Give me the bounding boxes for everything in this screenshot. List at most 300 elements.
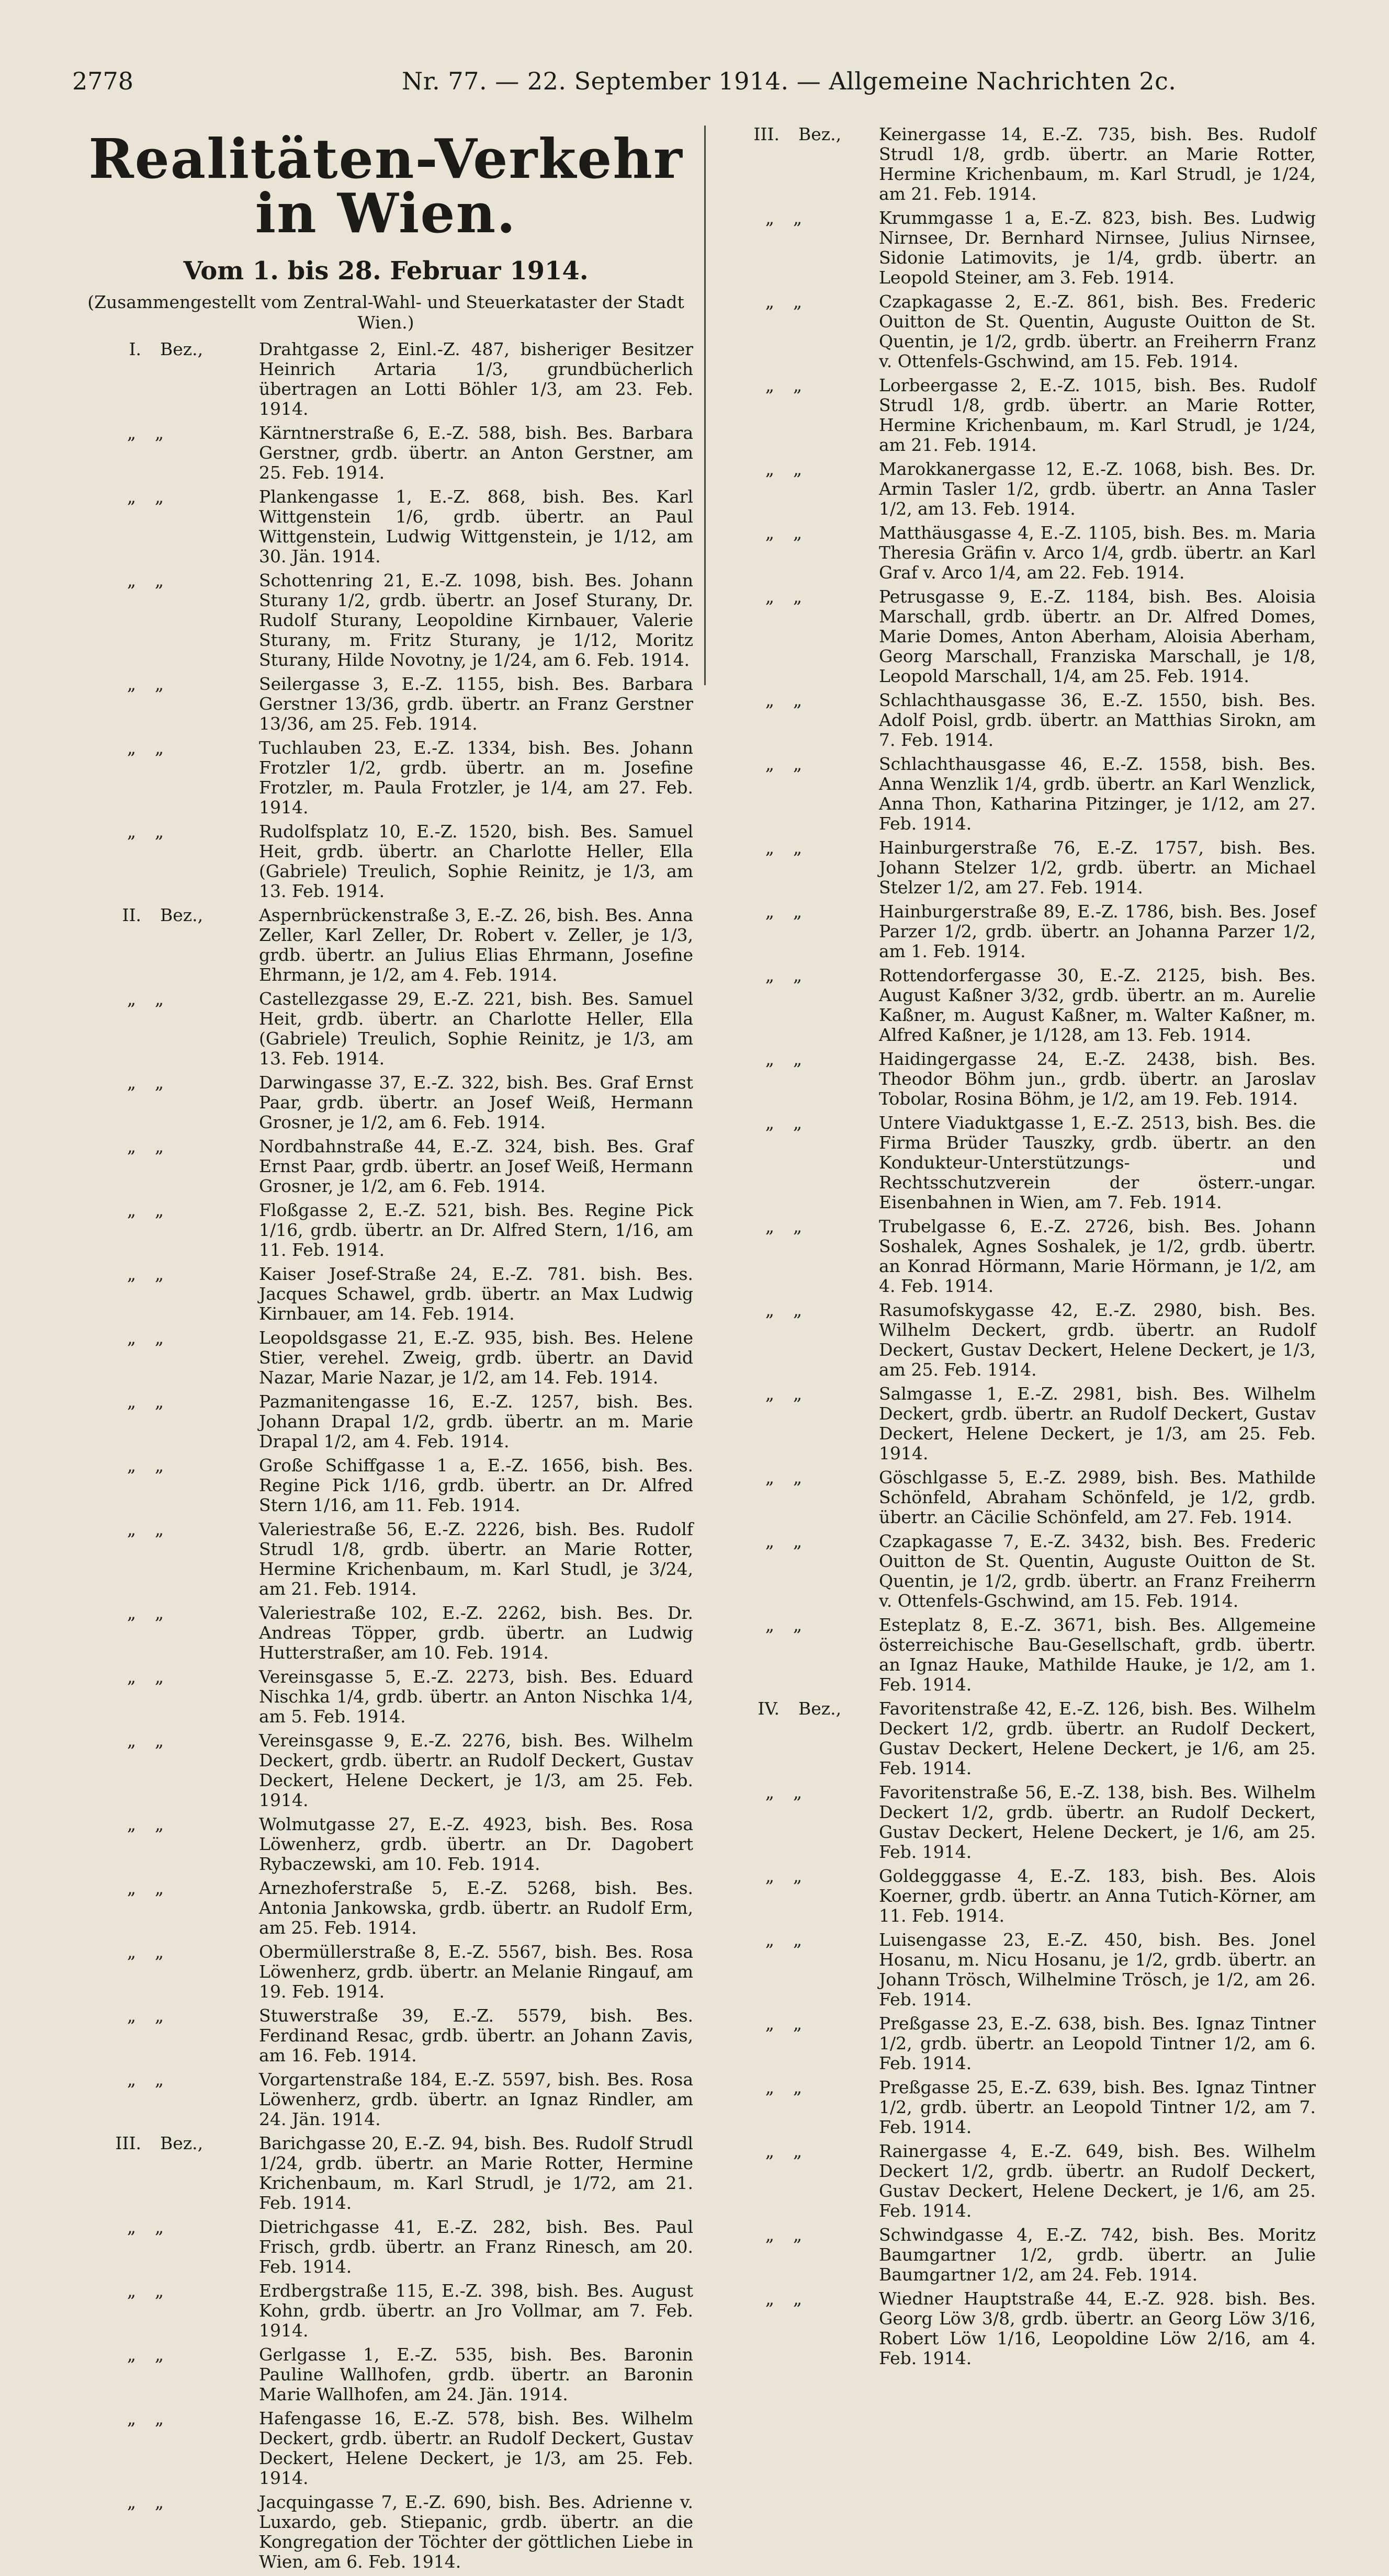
district-number: „: [127, 486, 136, 507]
entry-text: Pazmanitengasse 16, E.-Z. 1257, bish. Bes. Johann Drapal 1/2, grdb. übertr. an m. Marie Drapal 1/2, am 4. Feb. 1914.: [259, 1391, 693, 1451]
right-column: [717, 121, 1316, 2373]
list-item: [717, 1866, 1316, 1926]
entry-district-prefix: [717, 1615, 876, 1635]
entry-district-prefix: [78, 2492, 256, 2512]
compiled-note: (Zusammengestellt vom Zentral-Wahl- und Steuerkataster der Stadt Wien.): [87, 291, 684, 333]
list-item: [717, 1468, 1316, 1527]
entry-text: Favoritenstraße 42, E.-Z. 126, bish. Bes. Wilhelm Deckert 1/2, grdb. übertr. an Rudolf Deckert, Gustav Deckert, Helene Deckert, je 1/6, am 25. Feb. 1914.: [879, 1698, 1316, 1778]
district-label: „: [793, 586, 803, 607]
entry-district-prefix: [78, 738, 256, 758]
list-item: [78, 1731, 693, 1810]
district-label: „: [793, 965, 803, 985]
list-item: [78, 423, 693, 483]
entry-text: Schlachthausgasse 36, E.-Z. 1550, bish. Bes. Adolf Poisl, grdb. übertr. an Matthias Sirokn, am 7. Feb. 1914.: [879, 690, 1316, 750]
entry-text: Keinergasse 14, E.-Z. 735, bish. Bes. Rudolf Strudl 1/8, grdb. übertr. an Marie Rotter, Hermine Krichenbaum, m. Karl Strudl, je 1/24, am 21. Feb. 1914.: [879, 124, 1316, 204]
district-number: „: [765, 2288, 774, 2309]
list-item: [78, 2134, 693, 2213]
district-number: „: [127, 2408, 136, 2429]
entry-text: Große Schiffgasse 1 a, E.-Z. 1656, bish. Bes. Regine Pick 1/16, grdb. übertr. an Dr. Alfred Stern 1/16, am 11. Feb. 1914.: [259, 1455, 693, 1515]
list-item: [717, 2014, 1316, 2073]
list-item: [717, 587, 1316, 686]
entry-district-prefix: [717, 124, 876, 144]
district-number: „: [127, 1263, 136, 1284]
entry-text: Stuwerstraße 39, E.-Z. 5579, bish. Bes. Ferdinand Resac, grdb. übertr. an Johann Zavis, am 16. Feb. 1914.: [259, 2005, 693, 2066]
entry-district-prefix: [717, 1866, 876, 1886]
entry-district-prefix: [717, 2014, 876, 2034]
district-number: „: [127, 1877, 136, 1898]
district-label: „: [793, 1467, 803, 1488]
list-item: [78, 2281, 693, 2341]
district-number: „: [127, 1327, 136, 1348]
district-label: „: [793, 2077, 803, 2097]
district-label: „: [155, 1730, 164, 1751]
list-item: [717, 1384, 1316, 1463]
entry-district-prefix: [717, 1930, 876, 1950]
district-label: „: [155, 1263, 164, 1284]
list-item: [78, 905, 693, 985]
district-number: „: [765, 1467, 774, 1488]
entry-district-prefix: [78, 1073, 256, 1093]
entry-district-prefix: [717, 1113, 876, 1133]
district-number: „: [127, 1455, 136, 1476]
entry-district-prefix: [78, 2217, 256, 2237]
entry-district-prefix: [717, 2289, 876, 2309]
entry-text: Salmgasse 1, E.-Z. 2981, bish. Bes. Wilhelm Deckert, grdb. übertr. an Rudolf Deckert, Gustav Deckert, Helene Deckert, je 1/3, am 25. Feb. 1914.: [879, 1383, 1316, 1463]
entry-district-prefix: [78, 571, 256, 591]
entry-district-prefix: [717, 523, 876, 543]
entry-text: Rasumofskygasse 42, E.-Z. 2980, bish. Bes. Wilhelm Deckert, grdb. übertr. an Rudolf Deckert, Gustav Deckert, Helene Deckert, je 1/3, am 25. Feb. 1914.: [879, 1300, 1316, 1380]
entry-district-prefix: [717, 838, 876, 858]
entry-text: Matthäusgasse 4, E.-Z. 1105, bish. Bes. m. Maria Theresia Gräfin v. Arco 1/4, grdb. übertr. an Karl Graf v. Arco 1/4, am 22. Feb. 1914.: [879, 523, 1316, 583]
list-item: [78, 2345, 693, 2404]
district-label: „: [155, 673, 164, 694]
list-item: [717, 690, 1316, 750]
list-item: [78, 2409, 693, 2488]
entry-text: Vorgartenstraße 184, E.-Z. 5597, bish. Bes. Rosa Löwenherz, grdb. übertr. an Ignaz Rindler, am 24. Jän. 1914.: [259, 2069, 693, 2129]
district-number: „: [765, 1531, 774, 1551]
entry-district-prefix: [717, 754, 876, 774]
entry-district-prefix: [717, 1300, 876, 1320]
entry-text: Luisengasse 23, E.-Z. 450, bish. Bes. Jonel Hosanu, m. Nicu Hosanu, je 1/2, grdb. übertr. an Johann Trösch, Wilhelmine Trösch, je 1/2, am 26. Feb. 1914.: [879, 1930, 1316, 2010]
district-number: „: [765, 1930, 774, 1950]
district-label: „: [155, 486, 164, 507]
district-number: „: [127, 1136, 136, 1156]
entry-district-prefix: [717, 1217, 876, 1236]
district-label: Bez.,: [160, 2132, 204, 2153]
district-number: „: [765, 754, 774, 774]
entry-district-prefix: [717, 1468, 876, 1488]
list-item: [78, 1137, 693, 1196]
list-item: [717, 2078, 1316, 2137]
district-label: „: [793, 837, 803, 858]
district-number: „: [765, 690, 774, 710]
district-number: I.: [129, 338, 141, 359]
list-item: [78, 1328, 693, 1388]
entry-text: Czapkagasse 2, E.-Z. 861, bish. Bes. Frederic Ouitton de St. Quentin, Auguste Ouitton de St. Quentin, je 1/2, grdb. übertr. an Freiherrn Franz v. Ottenfels-Gschwind, am 15. Feb. 1914.: [879, 291, 1316, 371]
list-item: [717, 966, 1316, 1045]
district-label: „: [793, 1615, 803, 1635]
list-item: [717, 1049, 1316, 1109]
list-item: [717, 523, 1316, 583]
entry-district-prefix: [78, 1519, 256, 1539]
entry-district-prefix: [78, 2409, 256, 2429]
entry-district-prefix: [78, 2134, 256, 2153]
entry-text: Dietrichgasse 41, E.-Z. 282, bish. Bes. Paul Frisch, grdb. übertr. an Franz Rinesch, am 20. Feb. 1914.: [259, 2216, 693, 2277]
list-item: [78, 1392, 693, 1451]
district-label: „: [793, 1113, 803, 1133]
district-number: „: [127, 2069, 136, 2090]
district-label: „: [155, 988, 164, 1009]
district-number: „: [127, 1602, 136, 1623]
entry-district-prefix: [717, 587, 876, 607]
list-item: [717, 376, 1316, 455]
district-number: „: [127, 821, 136, 842]
district-number: „: [127, 1813, 136, 1834]
district-label: „: [155, 1602, 164, 1623]
entry-text: Rainergasse 4, E.-Z. 649, bish. Bes. Wilhelm Deckert 1/2, grdb. übertr. an Rudolf Deckert, Gustav Deckert, Helene Deckert, je 1/6, am 25. Feb. 1914.: [879, 2141, 1316, 2221]
entry-text: Esteplatz 8, E.-Z. 3671, bish. Bes. Allgemeine österreichische Bau-Gesellschaft, grdb. übertr. an Ignaz Hauke, Mathilde Hauke, je 1/2, am 1. Feb. 1914.: [879, 1615, 1316, 1695]
district-number: „: [765, 459, 774, 479]
list-item: [78, 822, 693, 901]
entry-district-prefix: [78, 1264, 256, 1284]
entry-text: Preßgasse 25, E.-Z. 639, bish. Bes. Ignaz Tintner 1/2, grdb. übertr. an Leopold Tintner 1/2, am 7. Feb. 1914.: [879, 2077, 1316, 2137]
district-label: „: [793, 754, 803, 774]
page-header: [72, 62, 1307, 98]
list-item: [717, 1615, 1316, 1695]
district-number: „: [765, 1049, 774, 1069]
article-title: Realitäten-Verkehr in Wien.: [88, 127, 683, 245]
entry-district-prefix: [717, 966, 876, 985]
entry-text: Tuchlauben 23, E.-Z. 1334, bish. Bes. Johann Frotzler 1/2, grdb. übertr. an m. Josefine Frotzler, m. Paula Frotzler, je 1/4, am 27. Feb. 1914.: [259, 737, 693, 818]
district-number: „: [765, 1866, 774, 1886]
list-item: [78, 1814, 693, 1874]
entry-text: Wolmutgasse 27, E.-Z. 4923, bish. Bes. Rosa Löwenherz, grdb. übertr. an Dr. Dagobert Rybaczewski, am 10. Feb. 1914.: [259, 1813, 693, 1874]
list-item: [717, 838, 1316, 898]
entry-district-prefix: [78, 1603, 256, 1623]
entry-district-prefix: [78, 2345, 256, 2365]
list-item: [717, 2141, 1316, 2221]
entry-text: Schwindgasse 4, E.-Z. 742, bish. Bes. Moritz Baumgartner 1/2, grdb. übertr. an Julie Baumgartner 1/2, am 24. Feb. 1914.: [879, 2225, 1316, 2285]
entry-district-prefix: [717, 459, 876, 479]
list-item: [717, 754, 1316, 834]
entry-district-prefix: [717, 690, 876, 710]
district-label: „: [793, 2225, 803, 2245]
list-item: [717, 1217, 1316, 1296]
list-item: [78, 1667, 693, 1727]
list-item: [78, 339, 693, 419]
district-label: „: [155, 1136, 164, 1156]
district-label: „: [793, 1300, 803, 1320]
entry-text: Schottenring 21, E.-Z. 1098, bish. Bes. Johann Sturany 1/2, grdb. übertr. an Josef Sturany, Dr. Rudolf Sturany, Leopoldine Kirnbauer, Valerie Sturany, m. Fritz Sturany, je 1/12, Moritz Sturany, Hilde Novotny, je 1/24, am 6. Feb. 1914.: [259, 570, 693, 670]
district-label: „: [155, 2069, 164, 2090]
list-item: [78, 2492, 693, 2572]
entry-district-prefix: [717, 1049, 876, 1069]
left-entry-list: [78, 339, 693, 2572]
entry-text: Arnezhoferstraße 5, E.-Z. 5268, bish. Bes. Antonia Jankowska, grdb. übertr. an Rudolf Erm, am 25. Feb. 1914.: [259, 1877, 693, 1938]
entry-district-prefix: [717, 208, 876, 228]
column-divider: [704, 126, 706, 685]
entry-text: Plankengasse 1, E.-Z. 868, bish. Bes. Karl Wittgenstein 1/6, grdb. übertr. an Paul Wittgenstein, Ludwig Wittgenstein, je 1/12, am 30. Jän. 1914.: [259, 486, 693, 566]
district-label: Bez.,: [798, 1698, 842, 1719]
entry-text: Kaiser Josef-Straße 24, E.-Z. 781. bish. Bes. Jacques Schawel, grdb. übertr. an Max Ludwig Kirnbauer, am 14. Feb. 1914.: [259, 1263, 693, 1324]
district-number: „: [127, 1730, 136, 1751]
district-label: „: [793, 459, 803, 479]
entry-district-prefix: [78, 339, 256, 359]
entry-district-prefix: [78, 1456, 256, 1476]
district-label: „: [155, 2408, 164, 2429]
entry-district-prefix: [78, 423, 256, 443]
entry-district-prefix: [717, 376, 876, 395]
district-label: „: [155, 2344, 164, 2365]
entry-text: Favoritenstraße 56, E.-Z. 138, bish. Bes. Wilhelm Deckert 1/2, grdb. übertr. an Rudolf Deckert, Gustav Deckert, Helene Deckert, je 1/6, am 25. Feb. 1914.: [879, 1782, 1316, 1862]
entry-district-prefix: [78, 989, 256, 1009]
list-item: [717, 1930, 1316, 2010]
district-label: „: [155, 1391, 164, 1412]
entry-district-prefix: [78, 1942, 256, 1962]
list-item: [717, 292, 1316, 371]
entry-district-prefix: [717, 2078, 876, 2097]
entry-text: Kärntnerstraße 6, E.-Z. 588, bish. Bes. Barbara Gerstner, grdb. übertr. an Anton Gerstner, am 25. Feb. 1914.: [259, 422, 693, 483]
entry-text: Floßgasse 2, E.-Z. 521, bish. Bes. Regine Pick 1/16, grdb. übertr. an Dr. Alfred Stern, 1/16, am 11. Feb. 1914.: [259, 1199, 693, 1260]
district-number: IV.: [758, 1698, 780, 1719]
entry-district-prefix: [717, 2141, 876, 2161]
entry-text: Barichgasse 20, E.-Z. 94, bish. Bes. Rudolf Strudl 1/24, grdb. übertr. an Marie Rotter, Hermine Krichenbaum, m. Karl Strudl, je 1/72, am 21. Feb. 1914.: [259, 2132, 693, 2213]
district-label: Bez.,: [798, 124, 842, 144]
district-number: „: [765, 901, 774, 922]
district-number: „: [127, 1391, 136, 1412]
entry-text: Goldegggasse 4, E.-Z. 183, bish. Bes. Alois Koerner, grdb. übertr. an Anna Tutich-Körner, am 11. Feb. 1914.: [879, 1866, 1316, 1926]
entry-district-prefix: [78, 1667, 256, 1687]
entry-text: Castellezgasse 29, E.-Z. 221, bish. Bes. Samuel Heit, grdb. übertr. an Charlotte Heller, Ella (Gabriele) Treulich, Sophie Reinitz, je 1/3, am 13. Feb. 1914.: [259, 988, 693, 1069]
list-item: [78, 487, 693, 566]
district-number: „: [127, 1072, 136, 1093]
entry-district-prefix: [78, 1814, 256, 1834]
district-number: „: [127, 2280, 136, 2301]
district-label: Bez.,: [160, 904, 204, 925]
district-label: „: [155, 1518, 164, 1539]
district-number: „: [127, 1518, 136, 1539]
entry-text: Haidingergasse 24, E.-Z. 2438, bish. Bes. Theodor Böhm jun., grdb. übertr. an Jaroslav Tobolar, Rosina Böhm, je 1/2, am 19. Feb. 1914.: [879, 1049, 1316, 1109]
list-item: [717, 1531, 1316, 1611]
entry-text: Leopoldsgasse 21, E.-Z. 935, bish. Bes. Helene Stier, verehel. Zweig, grdb. übertr. an David Nazar, Marie Nazar, je 1/2, am 14. Feb. 1914.: [259, 1327, 693, 1388]
district-number: „: [765, 2225, 774, 2245]
district-label: „: [155, 821, 164, 842]
entry-text: Schlachthausgasse 46, E.-Z. 1558, bish. Bes. Anna Wenzlik 1/4, grdb. übertr. an Karl Wenzlick, Anna Thon, Katharina Pitzinger, je 1/12, am 27. Feb. 1914.: [879, 754, 1316, 834]
entry-text: Hafengasse 16, E.-Z. 578, bish. Bes. Wilhelm Deckert, grdb. übertr. an Rudolf Deckert, Gustav Deckert, Helene Deckert, je 1/3, am 25. Feb. 1914.: [259, 2408, 693, 2488]
district-label: „: [793, 690, 803, 710]
entry-text: Czapkagasse 7, E.-Z. 3432, bish. Bes. Frederic Ouitton de St. Quentin, Auguste Ouitton de St. Quentin, je 1/2, grdb. übertr. an Franz Freiherrn v. Ottenfels-Gschwind, am 15. Feb. 1914.: [879, 1531, 1316, 1611]
list-item: [717, 124, 1316, 204]
entry-district-prefix: [78, 674, 256, 694]
list-item: [78, 674, 693, 734]
district-label: „: [155, 1455, 164, 1476]
entry-text: Untere Viaduktgasse 1, E.-Z. 2513, bish. Bes. die Firma Brüder Tauszky, grdb. übertr. an den Kondukteur-Unterstützungs- und Rechtsschutzverein der österr.-ungar. Eisenbahnen in Wien, am 7. Feb. 1914.: [879, 1113, 1316, 1212]
entry-district-prefix: [78, 1200, 256, 1220]
district-label: „: [155, 737, 164, 758]
district-label: „: [793, 901, 803, 922]
list-item: [78, 738, 693, 818]
list-item: [717, 2225, 1316, 2285]
district-label: „: [793, 2013, 803, 2034]
entry-text: Seilergasse 3, E.-Z. 1155, bish. Bes. Barbara Gerstner 13/36, grdb. übertr. an Franz Gerstner 13/36, am 25. Feb. 1914.: [259, 673, 693, 734]
entry-text: Trubelgasse 6, E.-Z. 2726, bish. Bes. Johann Soshalek, Agnes Soshalek, je 1/2, grdb. übertr. an Konrad Hörmann, Marie Hörmann, je 1/2, am 4. Feb. 1914.: [879, 1216, 1316, 1296]
list-item: [717, 1699, 1316, 1778]
entry-text: Göschlgasse 5, E.-Z. 2989, bish. Bes. Mathilde Schönfeld, Abraham Schönfeld, je 1/2, grdb. übertr. an Cäcilie Schönfeld, am 27. Feb. 1914.: [879, 1467, 1316, 1527]
district-label: „: [793, 1531, 803, 1551]
district-number: „: [127, 737, 136, 758]
district-label: „: [793, 523, 803, 543]
district-label: „: [155, 570, 164, 591]
entry-text: Jacquingasse 7, E.-Z. 690, bish. Bes. Adrienne v. Luxardo, geb. Stiepanic, grdb. übertr. an die Kongregation der Töchter der göttlichen Liebe in Wien, am 6. Feb. 1914.: [259, 2491, 693, 2572]
district-label: „: [793, 1930, 803, 1950]
entry-text: Hainburgerstraße 76, E.-Z. 1757, bish. Bes. Johann Stelzer 1/2, grdb. übertr. an Michael Stelzer 1/2, am 27. Feb. 1914.: [879, 837, 1316, 898]
entry-district-prefix: [717, 1783, 876, 1802]
list-item: [78, 2070, 693, 2129]
list-item: [717, 1113, 1316, 1212]
district-label: „: [793, 1866, 803, 1886]
article-subtitle: Vom 1. bis 28. Februar 1914.: [183, 256, 589, 286]
district-number: „: [765, 523, 774, 543]
entry-text: Nordbahnstraße 44, E.-Z. 324, bish. Bes. Graf Ernst Paar, grdb. übertr. an Josef Weiß, Hermann Grosner, je 1/2, am 6. Feb. 1914.: [259, 1136, 693, 1196]
list-item: [78, 1264, 693, 1324]
entry-district-prefix: [78, 1878, 256, 1898]
entry-text: Rudolfsplatz 10, E.-Z. 1520, bish. Bes. Samuel Heit, grdb. übertr. an Charlotte Heller, Ella (Gabriele) Treulich, Sophie Reinitz, je 1/3, am 13. Feb. 1914.: [259, 821, 693, 901]
entry-text: Marokkanergasse 12, E.-Z. 1068, bish. Bes. Dr. Armin Tasler 1/2, grdb. übertr. an Anna Tasler 1/2, am 13. Feb. 1914.: [879, 459, 1316, 519]
district-number: „: [765, 2141, 774, 2161]
entry-district-prefix: [78, 1328, 256, 1348]
list-item: [78, 989, 693, 1069]
entry-text: Gerlgasse 1, E.-Z. 535, bish. Bes. Baronin Pauline Wallhofen, grdb. übertr. an Baronin Marie Wallhofen, am 24. Jän. 1914.: [259, 2344, 693, 2404]
entry-text: Rottendorfergasse 30, E.-Z. 2125, bish. Bes. August Kaßner 3/32, grdb. übertr. an m. Aurelie Kaßner, m. August Kaßner, m. Walter Kaßner, m. Alfred Kaßner, je 1/128, am 13. Feb. 1914.: [879, 965, 1316, 1045]
district-label: „: [155, 1327, 164, 1348]
entry-text: Hainburgerstraße 89, E.-Z. 1786, bish. Bes. Josef Parzer 1/2, grdb. übertr. an Johanna Parzer 1/2, am 1. Feb. 1914.: [879, 901, 1316, 961]
district-label: „: [155, 1813, 164, 1834]
district-label: „: [155, 2216, 164, 2237]
entry-district-prefix: [78, 2070, 256, 2090]
entry-district-prefix: [78, 905, 256, 925]
running-head: Nr. 77. — 22. September 1914. — Allgemeine Nachrichten 2c.: [402, 67, 1177, 95]
list-item: [78, 1942, 693, 2002]
entry-district-prefix: [78, 822, 256, 842]
district-label: „: [793, 1383, 803, 1404]
district-number: II.: [122, 904, 141, 925]
district-number: „: [127, 1199, 136, 1220]
list-item: [78, 571, 693, 670]
district-label: „: [155, 2280, 164, 2301]
entry-text: Aspernbrückenstraße 3, E.-Z. 26, bish. Bes. Anna Zeller, Karl Zeller, Dr. Robert v. Zeller, je 1/3, grdb. übertr. an Julius Elias Ehrmann, Josefine Ehrmann, je 1/2, am 4. Feb. 1914.: [259, 904, 693, 985]
district-number: „: [765, 1216, 774, 1236]
entry-district-prefix: [78, 1392, 256, 1412]
district-number: „: [765, 837, 774, 858]
entry-text: Darwingasse 37, E.-Z. 322, bish. Bes. Graf Ernst Paar, grdb. übertr. an Josef Weiß, Hermann Grosner, je 1/2, am 6. Feb. 1914.: [259, 1072, 693, 1132]
district-number: „: [127, 422, 136, 443]
list-item: [717, 459, 1316, 519]
entry-text: Vereinsgasse 9, E.-Z. 2276, bish. Bes. Wilhelm Deckert, grdb. übertr. an Rudolf Deckert, Gustav Deckert, Helene Deckert, je 1/3, am 25. Feb. 1914.: [259, 1730, 693, 1810]
district-number: „: [765, 1782, 774, 1802]
list-item: [717, 1783, 1316, 1862]
district-label: „: [793, 2288, 803, 2309]
left-column: [78, 121, 693, 2576]
entry-district-prefix: [717, 902, 876, 922]
entry-text: Valeriestraße 102, E.-Z. 2262, bish. Bes. Dr. Andreas Töpper, grdb. übertr. an Ludwig Hutterstraßer, am 10. Feb. 1914.: [259, 1602, 693, 1663]
district-number: III.: [753, 124, 780, 144]
district-number: „: [765, 208, 774, 228]
entry-district-prefix: [78, 487, 256, 507]
district-number: „: [127, 2005, 136, 2026]
district-label: „: [155, 1666, 164, 1687]
district-number: „: [127, 1666, 136, 1687]
list-item: [717, 1300, 1316, 1380]
district-number: „: [127, 673, 136, 694]
entry-district-prefix: [78, 2006, 256, 2026]
list-item: [717, 902, 1316, 961]
district-label: „: [155, 1072, 164, 1093]
district-number: „: [765, 586, 774, 607]
district-number: „: [765, 1113, 774, 1133]
district-label: „: [793, 2141, 803, 2161]
list-item: [78, 1519, 693, 1599]
entry-district-prefix: [717, 1384, 876, 1404]
entry-text: Drahtgasse 2, Einl.-Z. 487, bisheriger Besitzer Heinrich Artaria 1/3, grundbücherlich übertragen an Lotti Böhler 1/3, am 23. Feb. 1914.: [259, 338, 693, 419]
list-item: [78, 1878, 693, 1938]
district-label: „: [793, 375, 803, 395]
entry-text: Vereinsgasse 5, E.-Z. 2273, bish. Bes. Eduard Nischka 1/4, grdb. übertr. an Anton Nischka 1/4, am 5. Feb. 1914.: [259, 1666, 693, 1727]
district-label: „: [793, 1216, 803, 1236]
district-number: „: [765, 1300, 774, 1320]
district-label: „: [155, 422, 164, 443]
district-number: „: [765, 1615, 774, 1635]
district-label: „: [155, 2005, 164, 2026]
district-label: „: [155, 1199, 164, 1220]
entry-text: Krummgasse 1 a, E.-Z. 823, bish. Bes. Ludwig Nirnsee, Dr. Bernhard Nirnsee, Julius Nirnsee, Sidonie Latimovits, je 1/4, grdb. übertr. an Leopold Steiner, am 3. Feb. 1914.: [879, 208, 1316, 288]
page-number: 2778: [72, 67, 134, 95]
list-item: [78, 1603, 693, 1663]
entry-district-prefix: [717, 2225, 876, 2245]
district-number: „: [765, 965, 774, 985]
list-item: [78, 2217, 693, 2277]
list-item: [78, 2006, 693, 2066]
entry-text: Erdbergstraße 115, E.-Z. 398, bish. Bes. August Kohn, grdb. übertr. an Jro Vollmar, am 7. Feb. 1914.: [259, 2280, 693, 2341]
entry-text: Lorbeergasse 2, E.-Z. 1015, bish. Bes. Rudolf Strudl 1/8, grdb. übertr. an Marie Rotter, Hermine Krichenbaum, m. Karl Strudl, je 1/24, am 21. Feb. 1914.: [879, 375, 1316, 455]
district-number: „: [765, 291, 774, 312]
entry-text: Obermüllerstraße 8, E.-Z. 5567, bish. Bes. Rosa Löwenherz, grdb. übertr. an Melanie Ringauf, am 19. Feb. 1914.: [259, 1941, 693, 2002]
district-number: „: [127, 1941, 136, 1962]
district-number: III.: [115, 2132, 141, 2153]
entry-district-prefix: [78, 1731, 256, 1751]
entry-district-prefix: [78, 2281, 256, 2301]
district-number: „: [765, 2013, 774, 2034]
district-label: „: [793, 1049, 803, 1069]
entry-text: Wiedner Hauptstraße 44, E.-Z. 928. bish. Bes. Georg Löw 3/8, grdb. übertr. an Georg Löw 3/16, Robert Löw 1/16, Leopoldine Löw 2/16, am 4. Feb. 1914.: [879, 2288, 1316, 2368]
entry-text: Preßgasse 23, E.-Z. 638, bish. Bes. Ignaz Tintner 1/2, grdb. übertr. an Leopold Tintner 1/2, am 6. Feb. 1914.: [879, 2013, 1316, 2073]
district-number: „: [765, 2077, 774, 2097]
right-entry-list: [717, 124, 1316, 2368]
district-number: „: [765, 375, 774, 395]
list-item: [717, 2289, 1316, 2368]
list-item: [78, 1073, 693, 1132]
district-number: „: [127, 2216, 136, 2237]
entry-text: Petrusgasse 9, E.-Z. 1184, bish. Bes. Aloisia Marschall, grdb. übertr. an Dr. Alfred Domes, Marie Domes, Anton Aberham, Aloisia Aberham, Georg Marschall, Franziska Marschall, je 1/8, Leopold Marschall, 1/4, am 25. Feb. 1914.: [879, 586, 1316, 686]
list-item: [717, 208, 1316, 288]
district-number: „: [127, 988, 136, 1009]
district-label: „: [155, 1941, 164, 1962]
district-label: „: [793, 1782, 803, 1802]
district-label: „: [793, 291, 803, 312]
list-item: [78, 1456, 693, 1515]
entry-district-prefix: [78, 1137, 256, 1156]
district-label: „: [155, 1877, 164, 1898]
district-number: „: [127, 2344, 136, 2365]
